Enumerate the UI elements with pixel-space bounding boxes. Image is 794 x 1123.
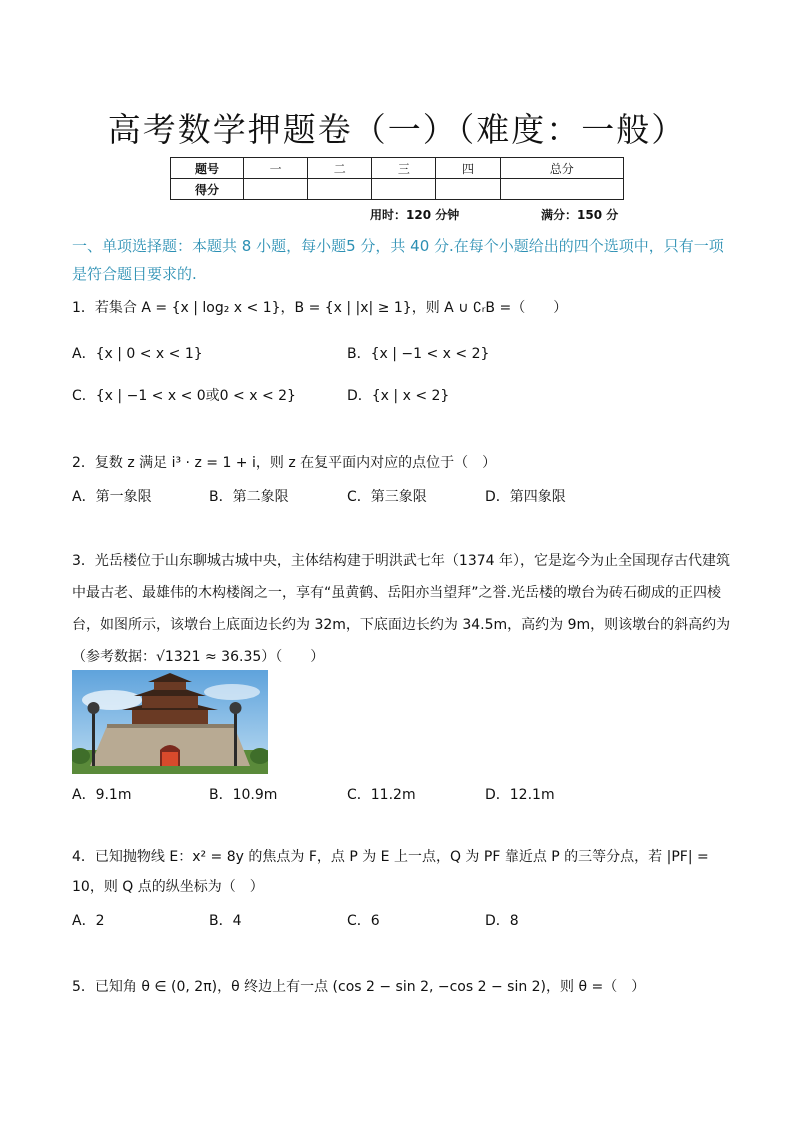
question-3-option-c[interactable]: C．11.2m	[347, 787, 416, 803]
question-2-option-b[interactable]: B．第二象限	[209, 489, 289, 505]
question-1-option-c[interactable]: C．{x | −1 < x < 0或0 < x < 2}	[72, 388, 296, 404]
question-4-option-d[interactable]: D．8	[485, 913, 519, 929]
score-table-header: 三	[372, 158, 436, 179]
score-table-header: 题号	[171, 158, 244, 179]
score-table-header: 一	[244, 158, 308, 179]
question-4-option-b[interactable]: B．4	[209, 913, 242, 929]
question-3-option-a[interactable]: A．9.1m	[72, 787, 132, 803]
guangyue-tower-photo	[72, 670, 268, 774]
score-table-header-row	[171, 158, 624, 179]
question-3-option-b[interactable]: B．10.9m	[209, 787, 278, 803]
score-cell[interactable]	[372, 179, 436, 200]
score-row-label: 得分	[171, 179, 244, 200]
question-3-option-d[interactable]: D．12.1m	[485, 787, 555, 803]
time-limit: 用时：120 分钟	[370, 208, 460, 222]
question-3-stem: 3．光岳楼位于山东聊城古城中央，主体结构建于明洪武七年（1374 年），它是迄今为止全国现存古代建筑中最古老、最雄伟的木构楼阁之一，享有“虽黄鹤、岳阳亦当望拜”之誉.光岳楼的墩台为砖石砌成的正四棱台，如图所示，该墩台上底面边长约为 32m，下底面边长约为 34.5m，高约为 9m，则该墩台的斜高约为（参考数据：√1321 ≈ 36.35）（ ）	[72, 553, 731, 665]
score-table-header: 二	[308, 158, 372, 179]
score-cell[interactable]	[244, 179, 308, 200]
question-4-option-c[interactable]: C．6	[347, 913, 380, 929]
question-1-stem: 1．若集合 A = {x | log₂ x < 1}，B = {x | |x| ≥ 1}，则 A ∪ ∁ᵣB =（ ）	[72, 300, 568, 316]
question-1-option-a[interactable]: A．{x | 0 < x < 1}	[72, 346, 203, 362]
score-cell[interactable]	[500, 179, 623, 200]
question-4-option-a[interactable]: A．2	[72, 913, 105, 929]
question-2-option-d[interactable]: D．第四象限	[485, 489, 566, 505]
question-5-stem: 5．已知角 θ ∈ (0, 2π)，θ 终边上有一点 (cos 2 − sin 2, −cos 2 − sin 2)，则 θ =（ ）	[72, 979, 646, 995]
score-table	[170, 157, 624, 200]
full-score: 满分：150 分	[541, 208, 619, 222]
question-2-option-a[interactable]: A．第一象限	[72, 489, 152, 505]
question-2-stem: 2．复数 z 满足 i³ · z = 1 + i，则 z 在复平面内对应的点位于（ ）	[72, 455, 497, 471]
question-2-option-c[interactable]: C．第三象限	[347, 489, 427, 505]
page-title: 高考数学押题卷（一）（难度：一般）	[107, 110, 687, 149]
question-4-stem: 4．已知抛物线 E：x² = 8y 的焦点为 F，点 P 为 E 上一点，Q 为 PF 靠近点 P 的三等分点，若 |PF| = 10，则 Q 点的纵坐标为（ ）	[72, 849, 709, 895]
section-heading: 一、单项选择题：本题共 8 小题，每小题5 分，共 40 分.在每个小题给出的四个选项中，只有一项是符合题目要求的.	[72, 237, 724, 283]
score-table-header: 四	[436, 158, 500, 179]
score-table-header: 总分	[500, 158, 623, 179]
score-cell[interactable]	[436, 179, 500, 200]
question-1-option-b[interactable]: B．{x | −1 < x < 2}	[347, 346, 490, 362]
score-cell[interactable]	[308, 179, 372, 200]
score-table-score-row	[171, 179, 624, 200]
question-1-option-d[interactable]: D．{x | x < 2}	[347, 388, 450, 404]
